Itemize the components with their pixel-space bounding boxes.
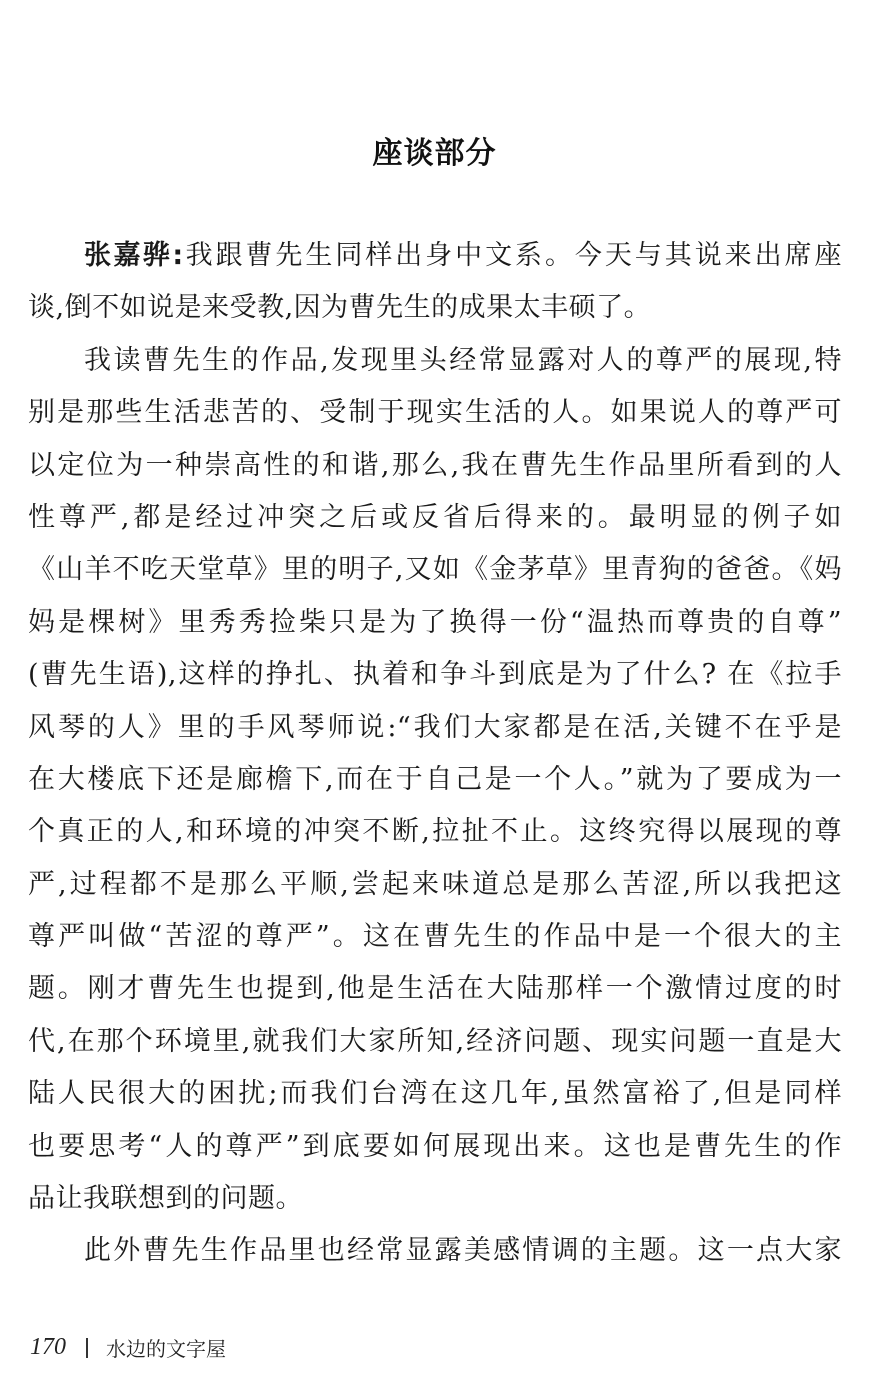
book-title: 水边的文字屋 bbox=[106, 1337, 226, 1361]
section-title: 座谈部分 bbox=[372, 136, 497, 171]
text-line: 我读曹先生的作品,发现里头经常显露对人的尊严的展现,特 bbox=[84, 344, 842, 376]
text-line: (曹先生语),这样的挣扎、执着和争斗到底是为了什么? 在《拉手 bbox=[28, 659, 842, 691]
text-line: 妈是棵树》里秀秀捡柴只是为了换得一份“温热而尊贵的自尊” bbox=[28, 606, 842, 638]
page-footer bbox=[30, 1333, 226, 1362]
text-line: 尊严叫做“苦涩的尊严”。这在曹先生的作品中是一个很大的主 bbox=[28, 921, 842, 953]
footer-divider bbox=[86, 1338, 88, 1358]
text-line: 以定位为一种崇高性的和谐,那么,我在曹先生作品里所看到的人 bbox=[28, 449, 842, 481]
page-number: 170 bbox=[30, 1334, 66, 1360]
text-line: 个真正的人,和环境的冲突不断,拉扯不止。这终究得以展现的尊 bbox=[28, 816, 842, 848]
text-line: 风琴的人》里的手风琴师说:“我们大家都是在活,关键不在乎是 bbox=[28, 711, 842, 743]
text-line: 陆人民很大的困扰;而我们台湾在这几年,虽然富裕了,但是同样 bbox=[28, 1078, 842, 1110]
text-line: 性尊严,都是经过冲突之后或反省后得来的。最明显的例子如 bbox=[28, 501, 842, 533]
body-text bbox=[28, 230, 842, 1278]
text-line: 品让我联想到的问题。 bbox=[28, 1183, 303, 1215]
text-line: 《山羊不吃天堂草》里的明子,又如《金茅草》里青狗的爸爸。《妈 bbox=[28, 554, 842, 586]
text-line: 在大楼底下还是廊檐下,而在于自己是一个人。”就为了要成为一 bbox=[28, 763, 842, 795]
text-line: 谈,倒不如说是来受教,因为曹先生的成果太丰硕了。 bbox=[28, 292, 652, 324]
text-line: 严,过程都不是那么平顺,尝起来味道总是那么苦涩,所以我把这 bbox=[28, 868, 842, 900]
text-line: 张嘉骅:我跟曹先生同样出身中文系。今天与其说来出席座 bbox=[84, 240, 842, 271]
text-line: 也要思考“人的尊严”到底要如何展现出来。这也是曹先生的作 bbox=[28, 1130, 842, 1162]
text-line: 别是那些生活悲苦的、受制于现实生活的人。如果说人的尊严可 bbox=[28, 397, 842, 429]
text-line: 题。刚才曹先生也提到,他是生活在大陆那样一个激情过度的时 bbox=[28, 973, 842, 1005]
text-line: 代,在那个环境里,就我们大家所知,经济问题、现实问题一直是大 bbox=[28, 1025, 842, 1057]
speaker-name: 张嘉骅: bbox=[84, 240, 184, 271]
text-line: 此外曹先生作品里也经常显露美感情调的主题。这一点大家 bbox=[84, 1235, 842, 1267]
